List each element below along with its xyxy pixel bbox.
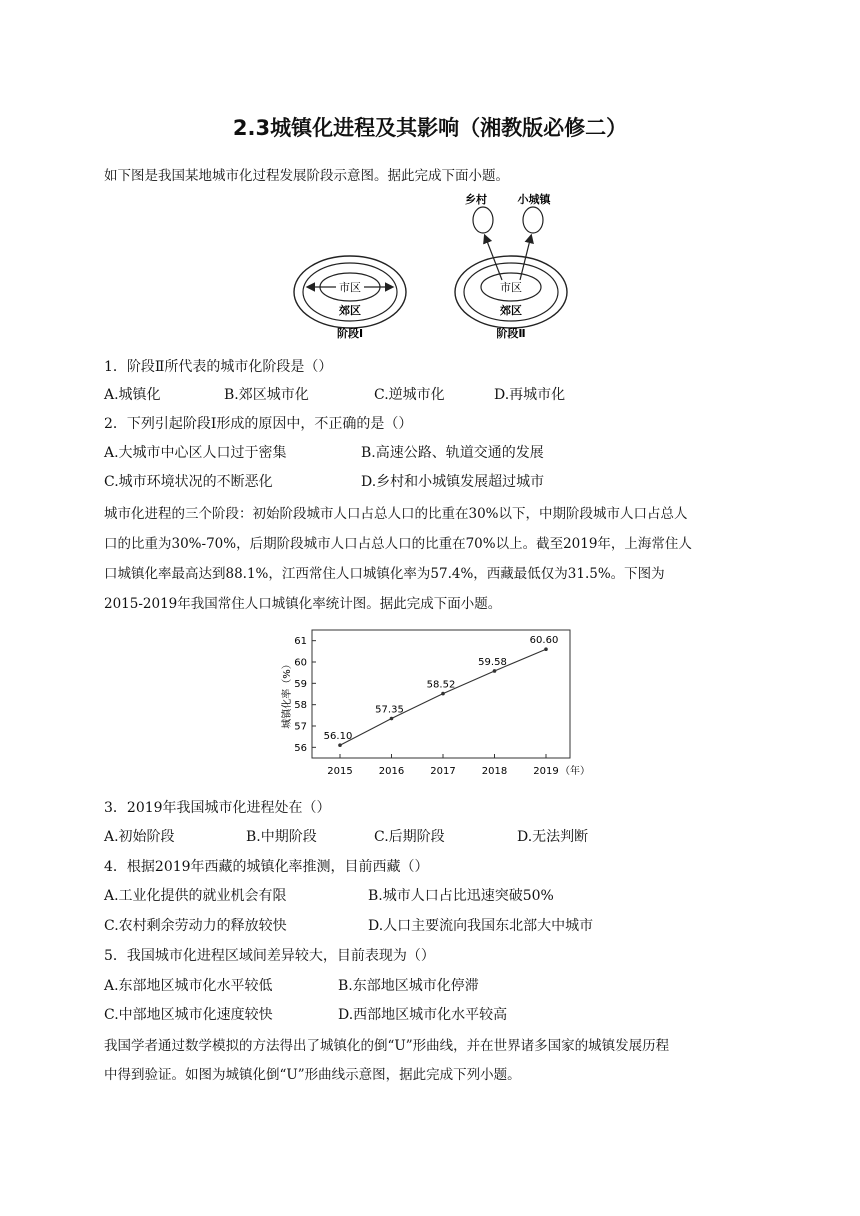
- intro-paragraph-1: 如下图是我国某地城市化过程发展阶段示意图。据此完成下面小题。: [104, 168, 509, 184]
- town-ring: [523, 207, 543, 233]
- intro-paragraph-2-line-4: 2015-2019年我国常住人口城镇化率统计图。据此完成下面小题。: [104, 596, 502, 612]
- q5-option-c: C.中部地区城市化速度较快: [104, 1007, 273, 1023]
- q2-option-d: D.乡村和小城镇发展超过城市: [361, 474, 545, 490]
- stage2-suburb-label: 郊区: [500, 304, 522, 317]
- stage1-label: 阶段Ⅰ: [336, 327, 364, 340]
- q4-option-a: A.工业化提供的就业机会有限: [104, 888, 287, 904]
- urbanization-rate-chart: [274, 626, 594, 786]
- stage1-city-label: 市区: [339, 281, 361, 294]
- question-1-stem: 1．阶段Ⅱ所代表的城市化阶段是（）: [104, 359, 333, 375]
- data-point: [441, 692, 445, 696]
- q4-option-d: D.人口主要流向我国东北部大中城市: [368, 918, 594, 934]
- q2-option-a: A.大城市中心区人口过于密集: [104, 445, 287, 461]
- arrow-to-village: [485, 236, 502, 280]
- series-line: [340, 649, 546, 745]
- question-5-stem: 5．我国城市化进程区域间差异较大，目前表现为（）: [104, 948, 435, 964]
- intro-paragraph-3-line-2: 中得到验证。如图为城镇化倒“U”形曲线示意图，据此完成下列小题。: [104, 1067, 521, 1083]
- data-point: [338, 743, 342, 747]
- y-tick-label: 59: [294, 678, 307, 690]
- q3-option-b: B.中期阶段: [246, 829, 317, 845]
- data-label: 58.52: [426, 679, 456, 691]
- x-tick-label: 2016: [378, 766, 405, 777]
- x-tick-label: 2015: [327, 766, 353, 777]
- page-title: 2.3城镇化进程及其影响（湘教版必修二）: [232, 116, 628, 140]
- data-label: 56.10: [323, 731, 353, 743]
- q3-option-a: A.初始阶段: [104, 829, 175, 845]
- data-point: [493, 669, 497, 673]
- data-point: [390, 717, 394, 721]
- data-label: 57.35: [375, 704, 404, 716]
- urbanization-stage-diagram: [280, 188, 580, 348]
- x-tick-label: 2017: [430, 766, 456, 777]
- x-tick-label: 2019: [533, 766, 559, 777]
- q3-option-d: D.无法判断: [517, 829, 589, 845]
- q1-option-c: C.逆城市化: [374, 387, 445, 403]
- question-4-stem: 4．根据2019年西藏的城镇化率推测，目前西藏（）: [104, 859, 429, 875]
- chart-ylabel: 城镇化率（%）: [282, 659, 293, 729]
- stage2-label: 阶段Ⅱ: [496, 327, 526, 340]
- town-label: 小城镇: [517, 193, 551, 206]
- q2-option-b: B.高速公路、轨道交通的发展: [361, 445, 544, 461]
- question-2-stem: 2．下列引起阶段Ⅰ形成的原因中，不正确的是（）: [104, 416, 413, 432]
- q4-option-c: C.农村剩余劳动力的释放较快: [104, 918, 287, 934]
- q1-option-d: D.再城市化: [494, 387, 566, 403]
- data-point: [544, 647, 548, 651]
- q5-option-d: D.西部地区城市化水平较高: [338, 1007, 508, 1023]
- q4-option-b: B.城市人口占比迅速突破50%: [368, 888, 554, 904]
- intro-paragraph-3-line-1: 我国学者通过数学模拟的方法得出了城镇化的倒“U”形曲线，并在世界诸多国家的城镇发展历程: [104, 1038, 670, 1054]
- y-tick-label: 57: [294, 721, 307, 733]
- q5-option-b: B.东部地区城市化停滞: [338, 978, 479, 994]
- village-ring: [473, 207, 493, 233]
- x-tick-label: 2018: [481, 766, 508, 777]
- question-3-stem: 3．2019年我国城市化进程处在（）: [104, 800, 331, 816]
- q2-option-c: C.城市环境状况的不断恶化: [104, 474, 273, 490]
- y-tick-label: 60: [294, 657, 307, 669]
- data-label: 59.58: [478, 656, 507, 668]
- stage2-city-label: 市区: [500, 281, 522, 294]
- y-tick-label: 56: [294, 742, 307, 754]
- intro-paragraph-2-line-3: 口城镇化率最高达到88.1%，江西常住人口城镇化率为57.4%，西藏最低仅为31.5%。下图为: [104, 566, 665, 582]
- q3-option-c: C.后期阶段: [374, 829, 445, 845]
- data-label: 60.60: [529, 635, 559, 647]
- intro-paragraph-2-line-2: 口的比重为30%-70%，后期阶段城市人口占总人口的比重在70%以上。截至2019年，上海常住人: [104, 536, 692, 552]
- q5-option-a: A.东部地区城市化水平较低: [104, 978, 273, 994]
- q1-option-b: B.郊区城市化: [224, 387, 309, 403]
- q1-option-a: A.城镇化: [104, 387, 161, 403]
- intro-paragraph-2-line-1: 城市化进程的三个阶段：初始阶段城市人口占总人口的比重在30%以下，中期阶段城市人口占总人: [104, 506, 688, 522]
- stage1-suburb-label: 郊区: [339, 304, 361, 317]
- y-tick-label: 58: [294, 700, 307, 712]
- chart-x-unit: （年）: [560, 766, 590, 777]
- y-tick-label: 61: [294, 636, 307, 648]
- village-label: 乡村: [465, 193, 487, 206]
